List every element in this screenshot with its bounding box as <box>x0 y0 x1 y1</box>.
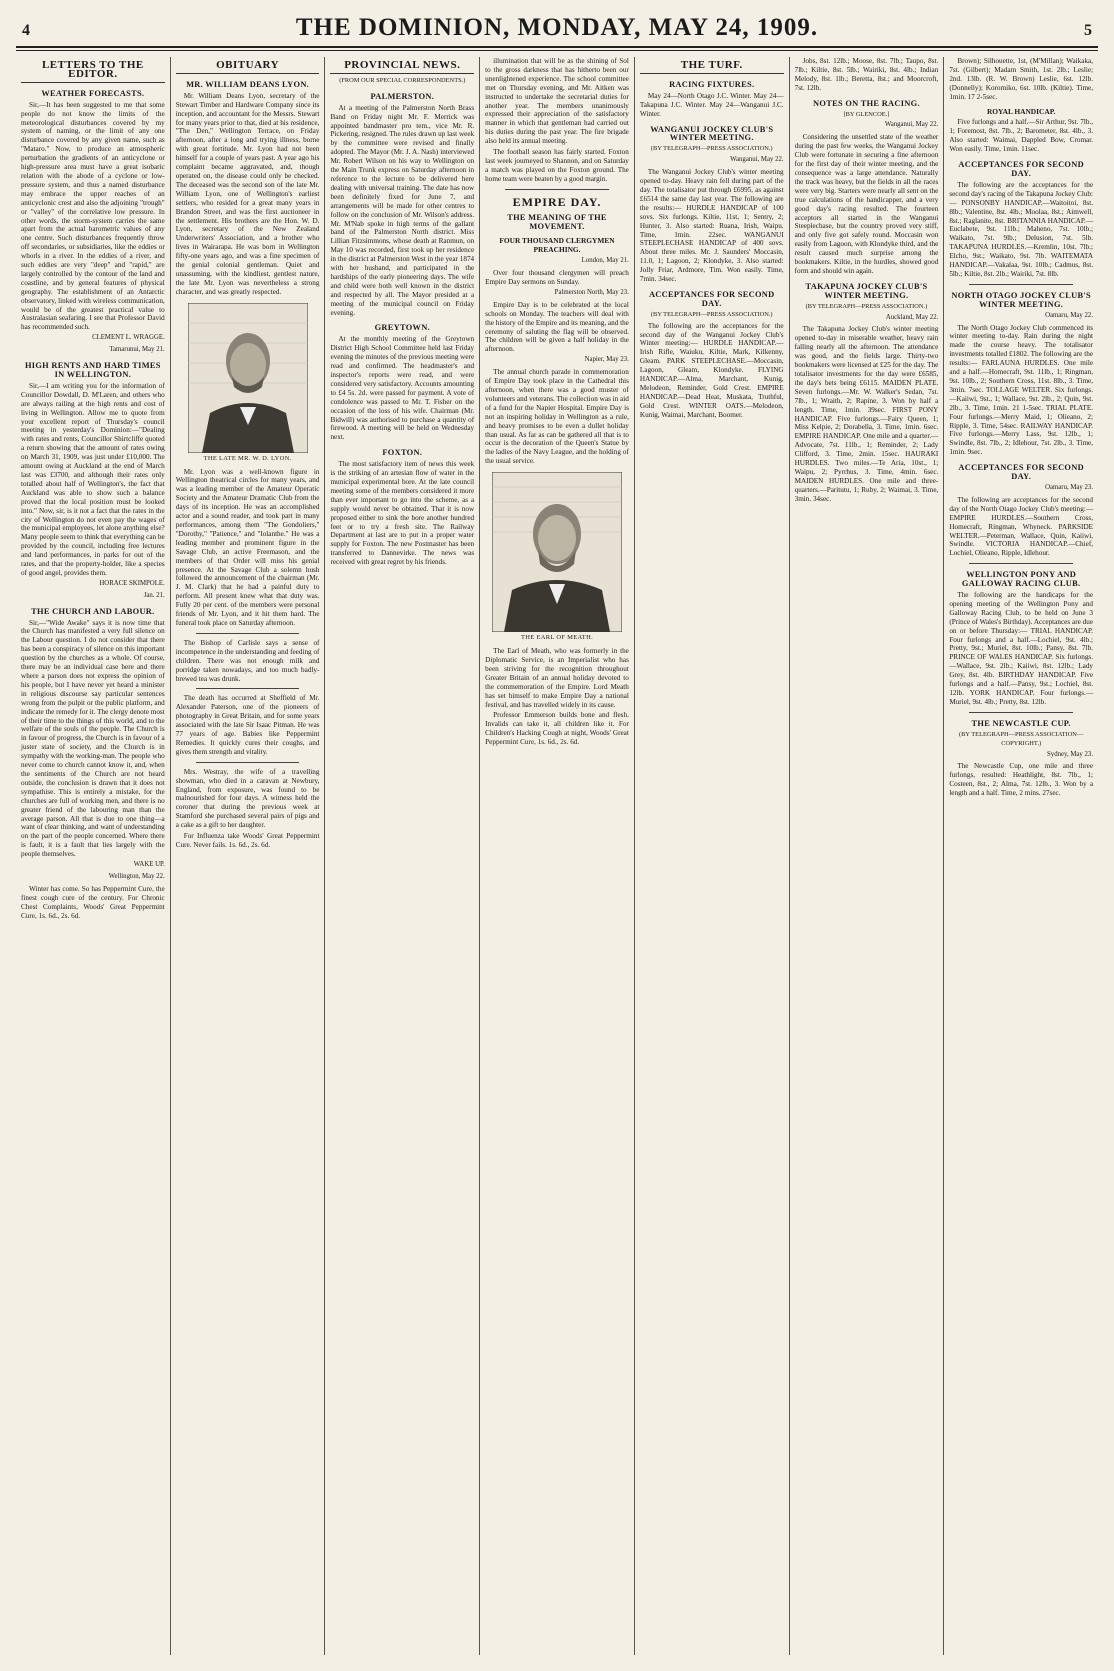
dateline: Oamaru, May 22. <box>1045 311 1094 319</box>
article-source: (BY TELEGRAPH—PRESS ASSOCIATION.) <box>650 145 773 153</box>
advertisement: Winter has come. So has Peppermint Cure, the finest cough cure of the century. For Chronic Chest Complaints, Woods' Great Peppermint Cure, 1s. 6d., 2s. 6d. <box>21 884 165 920</box>
article-body: The Takapuna Jockey Club's winter meeting opened to-day in miserable weather, heavy rain falling nearly all the afternoon. The attendance was good, and the fields large. Thirty-two bookmakers were licensed at £25 for the day. The totalisator investments for the day were £6585, the day's bets being £6115. MAIDEN PLATE. Seven furlongs.—Mr. W. Walker's Sedan, 7st. 7lb., 1; Wraith, 2; Rapine, 3. Won by half a length. Time, 1min. 39sec. FIRST PONY HANDICAP. Five furlongs.—Fairy Queen, 1; Miss Kelpie, 2; Dorabella, 3. Time, 1min. 6sec. EMPIRE HANDICAP. One mile and a quarter.—Advocate, 7st. 11lb., 1; Reminder, 2; Lady Clifford, 3. Time, 2min. 15sec. HAURAKI HURDLES. Two miles.—Te Aria, 10st., 1; Waipu, 2; Pyrrhus, 3. Time, 4min. 6sec. MAIDEN HURDLES. One mile and three-quarters.—Paritutu, 1; Ruby, 2; Waimai, 3. Time, 3min. 34sec. <box>794 325 939 503</box>
article-body: The Bishop of Carlisle says a sense of incompetence in the understanding and feeding of children. There was not enough milk and porridge taken nowadays, and too much badly-brewed tea was drunk. <box>175 638 320 683</box>
newspaper-title: THE DOMINION, MONDAY, MAY 24, 1909. <box>295 14 819 41</box>
page-number-left: 4 <box>22 22 30 39</box>
article-body: The Wanganui Jockey Club's winter meeting opened to-day. Heavy rain fell during part of the day. The totalisator put through £6995, as against £6514 the same day last year. The following are the results:— HURDLE HANDICAP of 100 sovs. Six furlongs. Kiltie, 11st, 1; Sentry, 2; Hunter, 3. Also started: Ruana, Irish, Waipu. Time, 1min. 22sec. WANGANUI STEEPLECHASE HANDICAP of 400 sovs. About three miles. Mr. J. Saunders' Moccasin, 11.0, 1; Lagoon, 2; Klondyke, 3. Also started: Jolly Friar, Ardmore, Tim. Won easily. Time, 7min. 34sec. <box>639 168 784 284</box>
article-source: (BY TELEGRAPH—PRESS ASSOCIATION.) <box>650 310 773 318</box>
article-body: Five furlongs and a half.—Sir Arthur, 9st. 7lb., 1; Foremost, 8st. 7lb., 2; Barometer, 8st. 4lb., 3. Also started: Waimai, Dappled Bow, Cromar. Won easily. Time, 1min. 11sec. <box>949 118 1094 154</box>
article-title: ROYAL HANDICAP. <box>986 106 1056 116</box>
article-body: Considering the unsettled state of the weather during the past few weeks, the Wanganui Jockey Club were fortunate in securing a fine afternoon for the first day of their winter meeting, and the consequence was a large attendance. Naturally the track was heavy, but the fields in all the races were very big. Starters were nearly all sent on the true calculations of the handicapper, and a very good day's racing resulted. The fourteen acceptors all started in the Wanganui Steeplechase, but the country proved very stiff, and only five got safely round. Moccasin won easily from Lagoon, with Klondyke third, and the result caused much surprise among the bookmakers. Kiltie, in the hurdles, showed good form and should win again. <box>794 133 939 275</box>
article-body: Sir,—It has been suggested to me that some people do not know the limits of the meteorological disturbances covered by my system of naming, or the limit of any one disturbance covered by any given name, such as "Mataro." Now, to produce an atmospheric perturbation the gradients of an anticyclone or high-pressure area must have a great isobaric relation with the abode of a cyclone or low-pressure system, and thus a named disturbance may embrace the upper reaches of an anticyclonic crest and also the adjoining "trough" or "valley" of the correlative low pressure. In other words, the storm-system carries the same apart from the actual barometric values of any one centre. Such disturbances frequently throw off secondaries, or subsidiaries, like the eddies or whorls in a river. In the eddies of a river, and such eddies are very "deep" and "rapid," are largely controlled by the contour of the land and coastline, and by general features of physical geography. The establishment of an Antarctic observatory, linked with wireless communication, would be of the greatest practical value to Australasian seafaring. I see that Professor David has recommended such. <box>21 100 165 332</box>
article-title: TAKAPUNA JOCKEY CLUB'S WINTER MEETING. <box>805 281 928 300</box>
column-provincial-news <box>325 57 480 1655</box>
article-title: NORTH OTAGO JOCKEY CLUB'S WINTER MEETING. <box>951 290 1091 309</box>
article-title: THE NEWCASTLE CUP. <box>971 718 1071 728</box>
article-body: The death has occurred at Sheffield of Mr. Alexander Paterson, one of the pioneers of photography in Great Britain, and for some years associated with the late Sir Isaac Pitman. He was 77 years of age. Babies like Peppermint Remedies. It quickly cures their coughs, and gives them strength and vitality. <box>175 694 320 756</box>
divider <box>969 284 1073 285</box>
article-body: At the monthly meeting of the Greytown District High School Committee held last Friday evening the minutes of the previous meeting were read and confirmed. The headmaster's and inspector's reports were read, and were considered very satisfactory. Accounts amounting to £4 5s. 2d. were passed for payment. A vote of condolence was passed to Mr. T. Fisher on the occasion of the loss of his wife. Chairman (Mr. Bidwill) was authorised to purchase a quantity of firewood. A meeting will be held on Wednesday next. <box>330 335 475 442</box>
dateline: Oamaru, May 23. <box>1045 483 1094 491</box>
article-body: illumination that will be as the shining of Sol to the gross darkness that has hitherto been our unenlightened experience. The school committee met on Thursday evening, and Mr. Aitken was instructed to undertake the secretarial duties for another year. The members unanimously expressed their appreciation of the satisfactory manner in which that gentleman had carried out his duties during the past year. The fire brigade also held its annual meeting. <box>485 57 629 146</box>
divider <box>505 189 609 190</box>
article-body: Brown); Silhouette, 1st, (M'Millan); Waikaka, 7st. (Gilbert); Madam Smith, 1st. 2lb.; Leslie; 2nd. 13lb. (R. W. Brown) Leslie, 6st. 12lb. (Donnelly); Koromiko, 6st. 10lb. (Kiltie). Time, 1min. 17 2-5sec. <box>949 57 1094 101</box>
divider <box>196 688 300 689</box>
article-title: PALMERSTON. <box>370 91 435 101</box>
article-body: Jobs, 8st. 12lb.; Moose, 8st. 7lb.; Taupo, 8st. 7lb.; Kiltie, 8st. 5lb.; Wairiki, 8st. 4lb.; Indian Melody, 8st. 1lb.; Beretta, 8st.; and Moorcroft, 7st. 12lb. <box>794 57 939 92</box>
column-turf <box>635 57 790 1655</box>
column-empire-day <box>480 57 635 1655</box>
divider <box>969 712 1073 713</box>
portrait-caption: THE EARL OF MEATH. <box>521 634 593 642</box>
article-source: (BY TELEGRAPH—PRESS ASSOCIATION—COPYRIGHT.) <box>959 730 1084 747</box>
letter-place: Wellington, May 22. <box>108 872 165 880</box>
article-title: HIGH RENTS AND HARD TIMES IN WELLINGTON. <box>24 361 161 379</box>
dateline: Auckland, May 22. <box>885 313 939 321</box>
article-body: The Earl of Meath, who was formerly in the Diplomatic Service, is an Imperialist who has been striving for the recognition throughout Greater Britain of an annual holiday devoted to the commemoration of the Empire. Lord Meath has set himself to make Empire Day a national festival, and has travelled widely in its cause. <box>485 647 629 709</box>
article-subtitle: FOUR THOUSAND CLERGYMEN PREACHING. <box>499 236 615 255</box>
article-title: ACCEPTANCES FOR SECOND DAY. <box>958 160 1084 178</box>
masthead <box>16 14 1098 48</box>
section-heading: EMPIRE DAY. <box>512 194 602 209</box>
article-byline: [BY GLENCOE.] <box>843 110 890 118</box>
section-subheading: (FROM OUR SPECIAL CORRESPONDENTS.) <box>339 76 466 84</box>
dateline: Sydney, May 23. <box>1047 750 1094 758</box>
section-heading: LETTERS TO THE EDITOR. <box>21 61 165 83</box>
article-body: The following are the handicaps for the opening meeting of the Wellington Pony and Galloway Racing Club, to be held on June 3 (Prince of Wales's Birthday). Acceptances are due on or before Thursday:— TRIAL HANDICAP. Four furlongs and a half.—Lochiel, 9st. 4lb.; Pretty, 9st.; Muriel, 8st. 10lb.; Pansy, 8st. 7lb. PRINCE OF WALES HANDICAP. Six furlongs.—Wallace, 9st. 2lb.; Kaiiwi, 8st. 12lb.; Lady Grey, 8st. 4lb. BIRTHDAY HANDICAP. Five furlongs and a half.—Pansy, 9st.; Lochiel, 8st. 12lb. YORK HANDICAP. Four furlongs.—Muriel, 9st. 4lb.; Pretty, 8st. 12lb. <box>949 591 1094 706</box>
advertisement: Professor Emmerson builds bone and flesh. Invalids can take it, all children like it. For Children's Hacking Cough at night, Woods' Great Peppermint Cure, 1s. 6d., 2s. 6d. <box>485 711 629 747</box>
portrait-caption: THE LATE MR. W. D. LYON. <box>203 454 292 462</box>
article-title: WANGANUI JOCKEY CLUB'S WINTER MEETING. <box>650 124 774 143</box>
article-title: NOTES ON THE RACING. <box>813 98 920 108</box>
letter-signature: WAKE UP. <box>133 861 165 869</box>
advertisement: For Influenza take Woods' Great Peppermint Cure. Never fails. 1s. 6d., 2s. 6d. <box>175 832 320 849</box>
article-body: The annual church parade in commemoration of Empire Day took place in the Cathedral this afternoon, when there was a good muster of volunteers and veterans. The collection was in aid of a fund for the Napier Hospital. Empire Day is not an inspiring holiday in Wellington as a rule, and heavy promises to be even a dullet holiday than usual. As far as can be gathered all that is to occur is the decoration of the Queen's Statue by the ladies of the Navy League, and the holding of the usual service. <box>485 368 629 466</box>
section-heading: THE TURF. <box>640 61 784 74</box>
dateline: Palmerston North, May 23. <box>554 288 629 296</box>
article-body: May 24—North Otago J.C. Winter. May 24—Takapuna J.C. Winter. May 24—Wanganui J.C. Winter. <box>639 91 784 118</box>
dateline: Napier, May 23. <box>584 356 629 364</box>
article-body: The football season has fairly started. Foxton last week journeyed to Shannon, and on Saturday a match was played on the Foxton ground. The home team were beaten by a good margin. <box>485 148 629 183</box>
article-title: THE CHURCH AND LABOUR. <box>31 606 155 616</box>
divider <box>196 762 300 763</box>
dateline: London, May 21. <box>581 257 629 265</box>
article-title: GREYTOWN. <box>374 323 430 333</box>
article-title: WELLINGTON PONY AND GALLOWAY RACING CLUB. <box>961 570 1081 589</box>
divider <box>969 563 1073 564</box>
dateline: Wanganui, May 22. <box>884 121 939 129</box>
article-body: Over four thousand clergymen will preach Empire Day sermons on Sunday. <box>485 269 629 287</box>
masthead-rule <box>16 50 1098 51</box>
article-body: Sir,—"Wide Awake" says it is now time that the Church has manifested a very full silence on the Labour question. I do not consider that there has been a conspiracy of silence on this important question by the churches as a whole. Of course, there may be an individual case here and there where a parson does not express the opinion of his people, but I have never yet heard a minister in religious discourse say particular sentences wrong from the pulpit or the public platform, and indicate the remedy for it. The clergy denote most of their time to the things of this world, and to the welfare of the souls of the people. The Church is in favour of progress, the Church is in favour of a juster state of society, and the Church is in sympathy with the working-man. The people who never come to church cannot know it, and, when the sentiments of the Church are not heard outside, the conclusion is drawn that it does not sympathise. This is entirely a mistake, for the churches are full of working men, and there is no greater friend of the labouring man than the average parson. All that is due to one thing—a want of clear thinking, and want of understanding on the part of the people concerned. Where there is fault, it is a fault that lies largely with the people themselves. <box>21 618 165 859</box>
section-heading: OBITUARY <box>176 61 320 74</box>
letter-signature: CLEMENT L. WRAGGE. <box>92 334 165 342</box>
article-body: The following are acceptances for the second day of the North Otago Jockey Club's meeting:— EMPIRE HURDLES.—Southern Cross, Homecraft, Ringman, Whyneck. PARKSIDE WELTER.—Peterman, Wallace, Quin, Kaiiwi, Swindle. VICTORIA HANDICAP.—Chief, Lochiel, Olieano, Ripple, Idlehour. <box>949 495 1094 558</box>
article-body: Mrs. Westray, the wife of a travelling showman, who died in a caravan at Newbury, England, from exposure, was found to be malnourished for four days. A witness held the coroner that during the previous week at Stamford she purchased several pairs of pigs and a cake as a gift to her daughter. <box>175 767 320 830</box>
divider <box>196 633 300 634</box>
article-body: Mr. Lyon was a well-known figure in Wellington theatrical circles for many years, and was a leading member of the Amateur Operatic Society and the Amateur Dramatic Club from the days of its inception. He was an accomplished actor and a sound reader, and took part in many performances, among them "The Gondoliers," "Dorothy," "Patience," and "Iolanthe." He was a leading member and prominent figure in the Savage Club, an active Freemason, and the members of that Order will miss his genial presence. At the Savage Club a solemn hush followed the announcement of the chairman (Mr. J. M. Clark) that he had a painful duty to perform. All present knew what that duty was. Fully 20 per cent. of the members were personal friends of Mr. Lyon, and it hit them hard. The funeral took place on Saturday afternoon. <box>175 467 320 627</box>
column-obituary <box>171 57 326 1655</box>
column-racing-notes <box>790 57 945 1655</box>
article-body: At a meeting of the Palmerston North Brass Band on Friday night Mr. F. Merrick was appointed bandmaster pro tem., vice Mr. R. Pickering, resigned. The rules drawn up last week by the committee were revised and finally adopted. The Mayor (Mr. J. A. Nash) interviewed Mr. Robert Wilson on his way to Wellington on the Main Trunk express on Saturday afternoon in reference to the lecture to be delivered here dealing with universal training. The date has now been definitely fixed for June 7, and arrangements will be made for other centres to follow on the conclusion of Mr. Wilson's address. Mr. M'Nab spoke in high terms of the gallant band of the Palmerston North district. Miss Lillian Fitzsimmons, whose death at Ranmun, on May 10 was recorded, first took up her residence in the district at Palmerston West in the year 1874 with her husband, and participated in the hardships of the early pioneering days. The wife and child were both well known in the district and respected by all. The Mayor presided at a meeting of the municipal council on Friday evening. <box>330 103 475 317</box>
article-body: The North Otago Jockey Club commenced its winter meeting to-day. Rain during the night made the course heavy. The totalisator investments totalled £1802. The following are the results:— FARLAUNA HURDLES. One mile and a half.—Homecraft, 9st. 11lb., 1; Ringman, 9st. 10lb., 2; Southern Cross, 11st. 8lb., 3. Time, 3min. 7sec. TOLLAGE WELTER. Six furlongs.—Kaiiwi, 9st., 1; Wallace, 9st. 2lb., 2; Quin, 9st. 2lb., 3. Time, 1min. 21 1-5sec. TRIAL PLATE. Four furlongs.—Merry Maid, 1; Olieano, 2; Ripple, 3. Time, 54sec. RAILWAY HANDICAP. Five furlongs.—Merry Lass, 9st. 12lb., 1; Swindle, 8st. 7lb., 2; Idlehour, 7st. 2lb., 3. Time, 1min. 9sec. <box>949 323 1094 457</box>
letter-place: Jan. 21. <box>143 591 165 599</box>
column-letters <box>16 57 171 1655</box>
article-source: (BY TELEGRAPH—PRESS ASSOCIATION.) <box>805 302 928 310</box>
letter-place: Tamarunui, May 21. <box>109 346 165 354</box>
article-title: MR. WILLIAM DEANS LYON. <box>186 79 310 89</box>
article-title: ACCEPTANCES FOR SECOND DAY. <box>958 463 1084 482</box>
section-heading: PROVINCIAL NEWS. <box>330 61 474 74</box>
article-body: The Newcastle Cup, one mile and three furlongs, resulted: Heathlight, 8st. 7lb., 1; Costeen, 8st., 2; Alma, 7st. 12lb., 3. Won by a length and a half. Time, 2 mins. 27sec. <box>949 762 1094 798</box>
column-racing-results <box>944 57 1098 1655</box>
article-title: ACCEPTANCES FOR SECOND DAY. <box>648 289 775 308</box>
dateline: Wanganui, May 22. <box>730 156 784 164</box>
columns <box>16 57 1098 1655</box>
article-body: The most satisfactory item of news this week is the striking of an artesian flow of water in the municipal experimental bore. At the late council meeting some of the members considered it more than ever important to go into the scheme, as a supply would never be obtained. That it is now proposed either to sink the bore another hundred feet or to try a fresh site. The Railway Department at last are to put in a proper water supply for Foxton. The new Postmaster has been transferred to Dannevirke. The news was received with great regret by his friends. <box>330 460 475 567</box>
article-title: THE MEANING OF THE MOVEMENT. <box>507 212 607 231</box>
article-body: Sir,—I am writing you for the information of Councillor Dowdall, D. M'Laren, and others who are always railing at the high rents and cost of living in Wellington. Allow me to quote from your excellent report of Thursday's council meeting in yesterday's Dominion:—"Dealing with rates and rents, Councillor Shirtcliffe quoted a return showing that the amount of rates owing on March 31, 1909, was just under £10,000. The amount owing at Auckland at the end of March last was £3700, and although their rates only totalled about half of Wellington's, the fact that Auckland was able to show such a balance proved that the local position must be looked into." Now, sir, is it not a fact that the rates in the city of Wellington do not even pay the wages of the municipal employees, let alone anything else? Many people seem to think that everything can be provided by the council, including free lectures and land performances, in parks for out of the rates, and that the property-holder, like a species of good angel, provides them. <box>21 381 165 577</box>
article-body: The following are the acceptances for the second day of the Wanganui Jockey Club's Winter meeting:— HURDLE HANDICAP.—Irish Rifle, Waiuku, Kiltie, Mark, Kilkenny, Gleam. PARK STEEPLECHASE.—Moccasin, Lagoon, Gleam, Klondyke. FLYING HANDICAP.—Alma, Marchant, Kunig, Melodeon, Reminder, Gold Crest. EMPIRE HANDICAP.—Dead Heat, Muskata, Truthful, Gold Crest. WINTER OATS.—Melodeon, Kunig, Waimai, Marchant, Boomer. <box>639 321 784 419</box>
article-title: WEATHER FORECASTS. <box>41 88 145 98</box>
article-title: FOXTON. <box>382 448 423 458</box>
page-number-right: 5 <box>1084 22 1092 39</box>
letter-signature: HORACE SKIMPOLE. <box>99 579 165 587</box>
article-body: The following are the acceptances for the second day's racing of the Takapuna Jockey Club:— PONSONBY HANDICAP.—Waitoitoi, 8st. 8lb.; Valentine, 8st. 4lb.; Moolaa, 8st.; Aimwell, 8st.; Raglanite, 8st. BRITANNIA HANDICAP.—Euclabete, 9st. 11lb.; Maheno, 7st. 10lb.; Waikato, 7st. 9lb.; Delusion, 7st. 5lb. TAKAPUNA HURDLES.—Kremlin, 10st. 7lb.; Elcho, 9st.; Waikato, 9st. 7lb. WAITEMATA HANDICAP.—Vakalaa, 9st. 10lb.; Cadmus, 8st. 5lb.; Kiltie, 8st. 2lb.; Wairiki, 7st. 8lb. <box>949 180 1094 278</box>
portrait-lyon-image <box>188 303 308 453</box>
portrait-earl-image <box>492 472 622 632</box>
article-body: Mr. William Deans Lyon, secretary of the Stewart Timber and Hardware Company since its inception, and accountant for the Messrs. Stewart for many years prior to that, died at his residence, "The Den," Wellington Terrace, on Friday afternoon, after a long and trying illness, borne with great fortitude. Mr. Lyon had not been himself for a couple of years past. A year ago his complaint became aggravated, and, though operated on, the disease could only be checked. The deceased was the second son of the late Mr. William Lyon, one of Wellington's earliest settlers, who resided for a great many years in Brandon Street, and was the first auctioneer in the settlement. His brothers are the Hon. W. D. Lyon, secretary of the New Zealand Underwriters' Association, and a brother who lives in Wairarapa. He was born in Wellington fifty-one years ago, and was a fine specimen of the genial colonial gentleman. Quiet and unassuming, with the kindliest, gentlest nature, the late Mr. Lyon was nevertheless a strong character, and was greatly respected. <box>175 91 320 296</box>
article-body: Empire Day is to be celebrated at the local schools on Monday. The teachers will deal with the history of the Empire and its meaning, and the ceremony of saluting the flag will be observed. The children will be given a half holiday in the afternoon. <box>485 300 629 354</box>
article-title: RACING FIXTURES. <box>669 79 755 89</box>
